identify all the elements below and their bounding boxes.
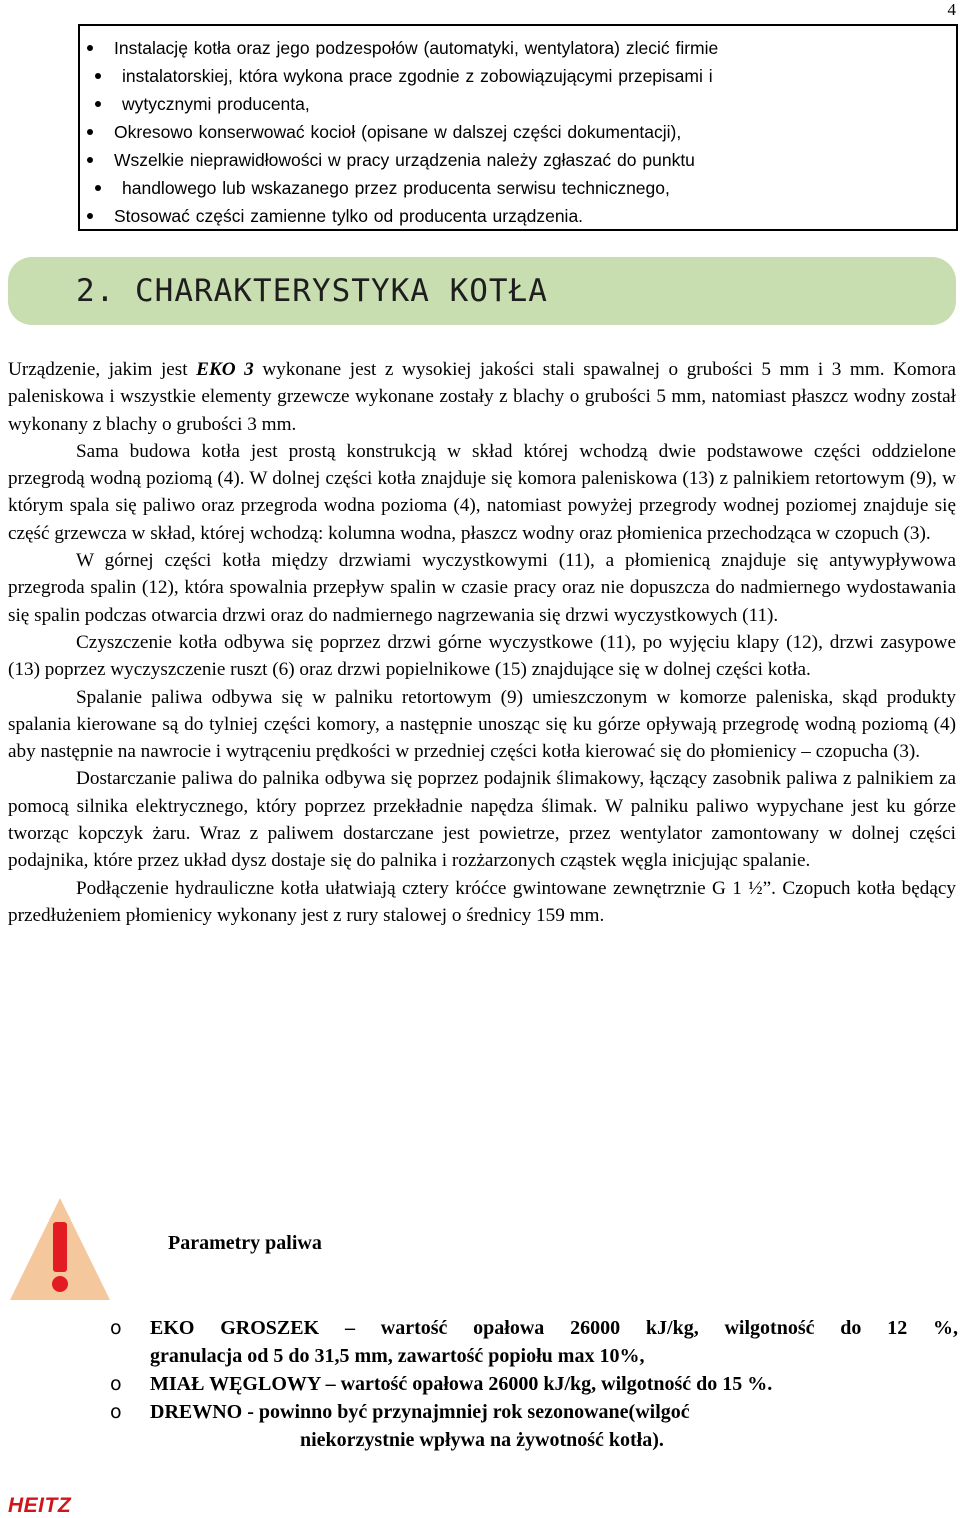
section-heading-banner <box>8 257 956 325</box>
list-item-text: handlowego lub wskazanego przez producenta serwisu technicznego, <box>122 178 670 198</box>
paragraph: W górnej części kotła między drzwiami wyczystkowymi (11), a płomienicą znajduje się antywypływowa przegroda spalin (12), która spowalnia przepływ spalin w czasie pracy oraz nie dopuszcza do nadmiernego wydostawania się spalin podczas otwarcia drzwi oraz do nadmiernego nagrzewania się drzwi wyczystkowych (11). <box>8 550 956 626</box>
list-item <box>114 146 950 174</box>
fuel-params-title: Parametry paliwa <box>168 1232 322 1254</box>
heitz-logo: HEITZ <box>8 1494 72 1517</box>
page-number: 4 <box>947 0 956 19</box>
list-item-text: niekorzystnie wpływa na żywotność kotła). <box>300 1429 664 1451</box>
list-item <box>110 1314 958 1370</box>
list-item-text: Stosować części zamienne tylko od producenta urządzenia. <box>114 206 584 226</box>
safety-instructions-box <box>78 24 958 231</box>
list-item-text: DREWNO - powinno być przynajmniej rok sezonowane(wilgoć <box>150 1401 690 1423</box>
exclamation-dot <box>52 1276 68 1292</box>
list-item-text: wytycznymi producenta, <box>122 94 310 114</box>
list-item-continuation <box>122 62 950 90</box>
list-item-text: instalatorskiej, która wykona prace zgodnie z zobowiązującymi przepisami i <box>122 66 713 86</box>
body-text <box>8 356 956 929</box>
list-item-text: Instalację kotła oraz jego podzespołów (automatyki, wentylatora) zlecić firmie <box>114 38 719 58</box>
paragraph <box>8 356 956 438</box>
list-item <box>114 118 950 146</box>
fuel-params-list <box>110 1314 958 1454</box>
model-name: EKO 3 <box>196 359 254 380</box>
list-item-continuation <box>122 90 950 118</box>
list-item-continuation <box>122 174 950 202</box>
warning-triangle-icon <box>8 1196 112 1302</box>
list-item-text: granulacja od 5 do 31,5 mm, zawartość popiołu max 10%, <box>150 1345 645 1367</box>
paragraph: Spalanie paliwa odbywa się w palniku retortowym (9) umieszczonym w komorze paleniska, skąd produkty spalania kierowane są do tylniej części komory, a następnie unosząc się ku górze opływają przegrodę wodną poziomą (4) aby następnie na nawrocie i wytrąceniu prędkości w przedniej części kotła kierować się do płomienicy – czopucha (3). <box>8 686 956 763</box>
paragraph: Czyszczenie kotła odbywa się poprzez drzwi górne wyczystkowe (11), po wyjęciu klapy (12), drzwi zasypowe (13) poprzez wyczyszczenie ruszt (6) oraz drzwi popielnikowe (15) znajdujące się w dolnej części kotła. <box>8 631 956 681</box>
list-item <box>114 202 950 230</box>
list-item-text: Okresowo konserwować kocioł (opisane w dalszej części dokumentacji), <box>114 122 682 142</box>
section-title: 2. CHARAKTERYSTYKA KOTŁA <box>76 273 548 309</box>
list-item <box>110 1370 958 1398</box>
list-marker: o <box>110 1317 122 1339</box>
list-marker: o <box>110 1373 122 1395</box>
list-item-text: EKO GROSZEK – wartość opałowa 26000 kJ/kg, wilgotność do 12 %, <box>150 1317 958 1339</box>
exclamation-bar <box>53 1222 67 1272</box>
paragraph-text: Urządzenie, jakim jest <box>8 359 197 380</box>
list-item-text: MIAŁ WĘGLOWY – wartość opałowa 26000 kJ/kg, wilgotność do 15 %. <box>150 1373 773 1395</box>
warning-triangle-svg <box>8 1196 112 1302</box>
paragraph: Dostarczanie paliwa do palnika odbywa się poprzez podajnik ślimakowy, łączący zasobnik paliwa z palnikiem za pomocą silnika elektrycznego, który poprzez przekładnie napędza ślimak. W palniku paliwo wypychane jest ku górze tworząc kopczyk żaru. Wraz z paliwem dostarczane jest powietrze, przez wentylator zamontowany w dolnej części podajnika, które przez układ dysz dostaje się do palnika i rozżarzonych cząstek węgla inicjując spalanie. <box>8 768 956 872</box>
paragraph: Podłączenie hydrauliczne kotła ułatwiają cztery króćce gwintowane zewnętrznie G 1 ½”. Czopuch kotła będący przedłużeniem płomienicy wykonany jest z rury stalowej o średnicy 159 mm. <box>8 877 956 926</box>
list-item-text: Wszelkie nieprawidłowości w pracy urządzenia należy zgłaszać do punktu <box>114 150 695 170</box>
list-item <box>114 34 950 62</box>
paragraph: Sama budowa kotła jest prostą konstrukcją w skład której wchodzą dwie podstawowe części oddzielone przegrodą wodną poziomą (4). W dolnej części kotła znajduje się komora paleniskowa (13) z palnikiem retortowym (9), w którym spala się paliwo oraz przegroda wodna pozioma (4), natomiast powyżej przegrody wodnej poziomej znajduje się część grzewcza w skład, której wchodzą: kolumna wodna, płaszcz wodny oraz płomienica przechodząca w czopuch (3). <box>8 440 956 544</box>
paragraph-text: wykonane jest z wysokiej jakości stali spawalnej o grubości 5 mm i 3 mm. Komora paleniskowa i wszystkie elementy grzewcze wykonane zostały z blachy o grubości 5 mm, natomiast płaszcz wodny został wykonany z blachy o grubości 3 mm. <box>8 359 956 435</box>
list-marker: o <box>110 1401 122 1423</box>
list-item <box>110 1398 958 1454</box>
